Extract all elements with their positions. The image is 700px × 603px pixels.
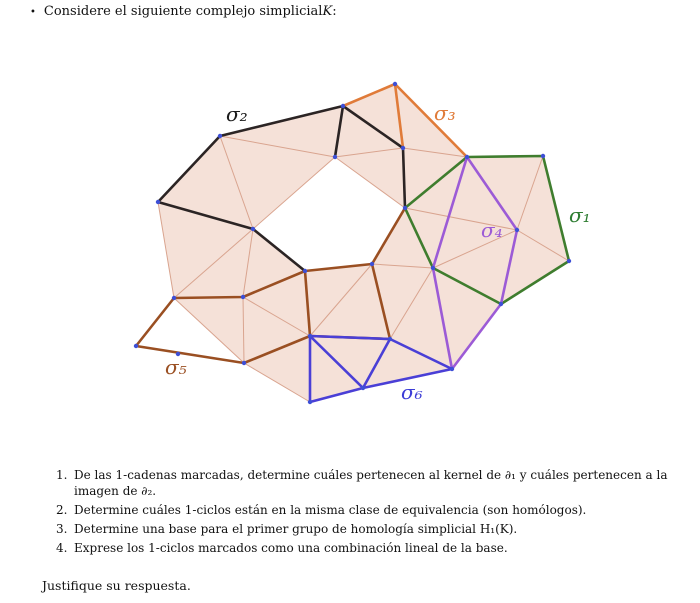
- vertex: [388, 337, 392, 341]
- sigma6-label: σ₆: [401, 380, 423, 404]
- vertex: [251, 227, 255, 231]
- vertex: [450, 367, 454, 371]
- sigma5-label: σ₅: [165, 355, 187, 379]
- vertex: [361, 386, 365, 390]
- question-number: 3.: [56, 522, 68, 536]
- vertex: [541, 154, 545, 158]
- vertex: [241, 295, 245, 299]
- intro-text: Considere el siguiente complejo simplicial: [43, 4, 323, 19]
- question-list: [56, 467, 686, 559]
- question-item: [56, 521, 686, 537]
- vertex: [156, 200, 160, 204]
- vertex: [341, 104, 345, 108]
- vertex: [308, 334, 312, 338]
- question-item: [56, 467, 686, 499]
- question-number: 2.: [56, 503, 68, 517]
- sigma4-label: σ₄: [481, 218, 503, 242]
- question-item: [56, 502, 686, 518]
- vertex: [218, 134, 222, 138]
- sigma3-label: σ₃: [434, 101, 456, 125]
- vertex: [303, 269, 307, 273]
- vertex: [431, 266, 435, 270]
- question-text: Exprese los 1-ciclos marcados como una combinación lineal de la base.: [74, 541, 508, 555]
- triangle: [335, 148, 405, 208]
- question-number: 1.: [56, 468, 68, 482]
- triangle-fills: [158, 84, 569, 402]
- vertex: [401, 146, 405, 150]
- intro-colon: :: [332, 4, 337, 19]
- vertex: [465, 155, 469, 159]
- vertex: [308, 400, 312, 404]
- vertex: [567, 259, 571, 263]
- vertex: [172, 296, 176, 300]
- vertex: [370, 262, 374, 266]
- sigma1-label: σ₁: [569, 203, 591, 227]
- bullet: •: [30, 7, 36, 18]
- sigma2-label: σ₂: [226, 102, 248, 126]
- vertex: [134, 344, 138, 348]
- question-number: 4.: [56, 541, 68, 555]
- closing-note: Justifique su respuesta.: [42, 578, 191, 593]
- question-text: Determine cuáles 1-ciclos están en la misma clase de equivalencia (son homólogos).: [74, 503, 587, 517]
- vertex: [499, 302, 503, 306]
- question-text: De las 1-cadenas marcadas, determine cuáles pertenecen al kernel de ∂₁ y cuáles pertenecen a la imagen de ∂₂.: [74, 468, 668, 498]
- complex-symbol: K: [322, 4, 333, 19]
- vertex: [242, 361, 246, 365]
- vertex: [333, 155, 337, 159]
- vertex: [403, 206, 407, 210]
- question-text: Determine una base para el primer grupo de homología simplicial H₁(K).: [74, 522, 518, 536]
- vertex: [393, 82, 397, 86]
- vertex: [515, 228, 519, 232]
- question-item: [56, 540, 686, 556]
